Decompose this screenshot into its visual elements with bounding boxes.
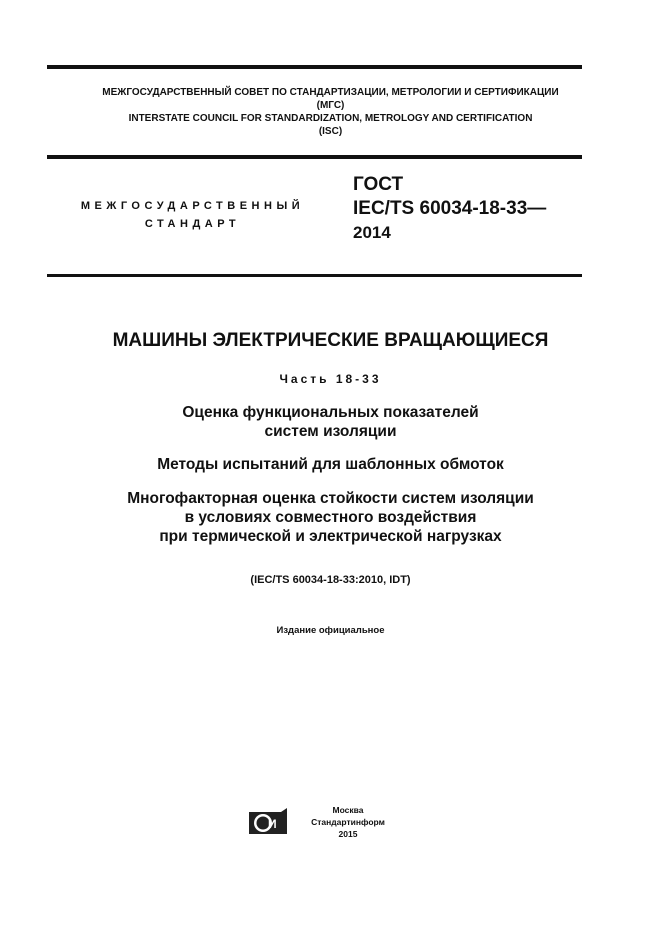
council-ru-abbr: (МГС) — [316, 100, 345, 111]
svg-text:И: И — [268, 817, 277, 831]
subtitle-2: Методы испытаний для шаблонных обмоток — [157, 456, 504, 473]
standard-type-line2: СТАНДАРТ — [144, 218, 241, 230]
edition-note: Издание официальное — [276, 625, 385, 636]
iec-reference: (IEC/TS 60034-18-33:2010, IDT) — [250, 574, 411, 586]
middle-rule — [47, 155, 582, 159]
part-number: Часть 18-33 — [279, 372, 382, 386]
standartinform-logo-icon — [247, 806, 289, 836]
subtitle-3-line1: Многофакторная оценка стойкости систем изоляции — [127, 490, 534, 507]
standard-year: 2014 — [353, 223, 391, 242]
publisher-info — [300, 804, 396, 840]
gost-label: ГОСТ — [353, 174, 404, 195]
publisher-year: 2015 — [338, 829, 358, 839]
publisher-name: Стандартинформ — [311, 817, 385, 827]
standard-type — [60, 197, 325, 233]
subtitle-3-line2: в условиях совместного воздействия — [184, 509, 477, 526]
council-en: INTERSTATE COUNCIL FOR STANDARDIZATION, METROLOGY AND CERTIFICATION — [128, 113, 533, 124]
main-title: МАШИНЫ ЭЛЕКТРИЧЕСКИЕ ВРАЩАЮЩИЕСЯ — [112, 330, 549, 351]
council-ru: МЕЖГОСУДАРСТВЕННЫЙ СОВЕТ ПО СТАНДАРТИЗАЦИИ, МЕТРОЛОГИИ И СЕРТИФИКАЦИИ — [102, 87, 559, 98]
council-en-abbr: (ISC) — [318, 126, 343, 137]
bottom-rule — [47, 274, 582, 277]
top-rule — [47, 65, 582, 69]
standard-designation — [353, 173, 546, 245]
standard-number: IEC/TS 60034-18-33— — [353, 198, 547, 219]
subtitle-1-line2: систем изоляции — [264, 423, 397, 440]
publisher-city: Москва — [332, 805, 364, 815]
subtitle-3-line3: при термической и электрической нагрузках — [159, 528, 502, 545]
standard-type-line1: МЕЖГОСУДАРСТВЕННЫЙ — [80, 200, 305, 212]
subtitle-1-line1: Оценка функциональных показателей — [182, 404, 479, 421]
